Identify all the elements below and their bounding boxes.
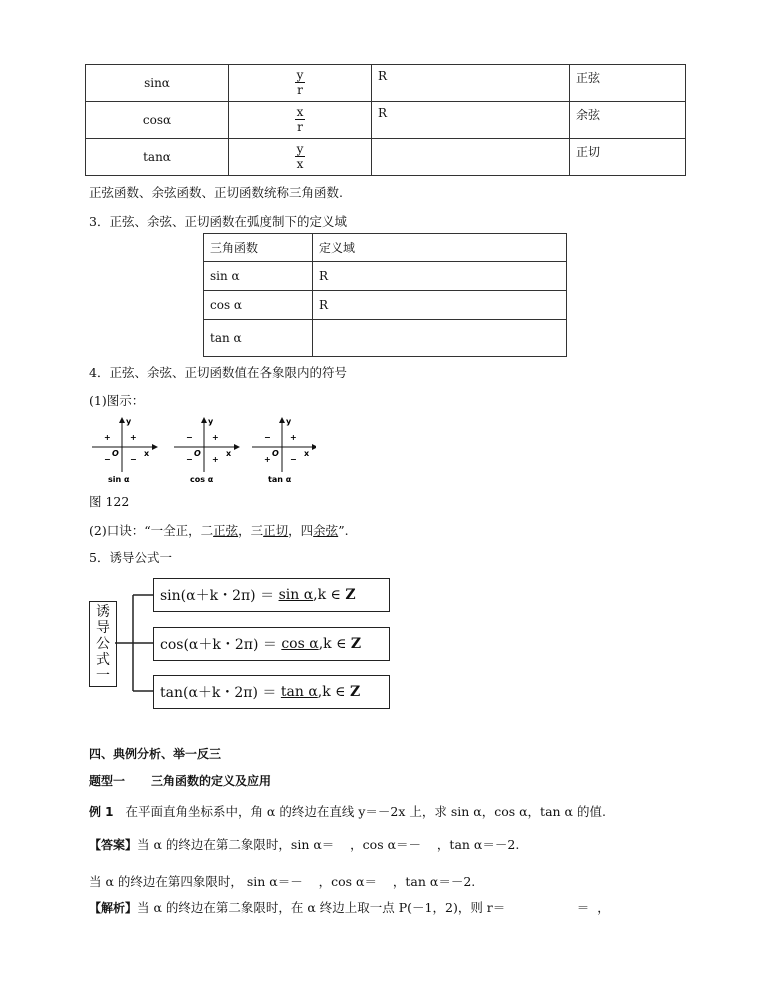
heading-3: 3．正弦、余弦、正切函数在弧度制下的定义域	[89, 214, 347, 229]
function-cell: sin α	[204, 262, 313, 291]
ratio-cell	[229, 102, 372, 139]
axis-x-label: x	[144, 449, 150, 458]
tan-sign-diagram	[252, 417, 316, 484]
sub-heading-diagram: (1)图示：	[89, 393, 145, 408]
numerator: x	[296, 105, 304, 119]
answer-continued: 当 α 的终边在第四象限时， sin α＝－ ，cos α＝ ，tan α＝－2.	[89, 874, 476, 889]
numerator: y	[296, 68, 304, 82]
mnemonic-tangent: 正切	[263, 523, 289, 538]
formula-set: Z	[345, 587, 356, 603]
formula-lhs: cos(α＋k・2π) ＝	[160, 637, 277, 653]
denominator: r	[297, 83, 303, 97]
domain-cell: R	[313, 262, 567, 291]
section-heading: 四、典例分析、举一反三	[89, 747, 222, 761]
mnemonic-prefix: (2)口诀：“一全正，二	[89, 523, 214, 538]
name-cell: 正切	[570, 139, 686, 176]
type-title: 三角函数的定义及应用	[151, 774, 272, 788]
problem-type	[89, 772, 271, 789]
table-row	[204, 291, 567, 320]
q2-sign: −	[186, 433, 193, 442]
function-cell: tanα	[86, 139, 229, 176]
formula-sin	[153, 578, 390, 612]
header-function: 三角函数	[204, 234, 313, 262]
formula-lhs: sin(α＋k・2π) ＝	[160, 588, 275, 604]
analysis-text: 当 α 的终边在第二象限时，在 α 终边上取一点 P(－1，2)，则 r＝ ＝ ，	[137, 900, 610, 915]
heading-4: 4．正弦、余弦、正切函数值在各象限内的符号	[89, 365, 347, 380]
table-row	[86, 102, 686, 139]
example-label: 例 1	[89, 805, 114, 819]
formula-cos	[153, 627, 390, 661]
mnemonic-cosine: 余弦	[313, 523, 339, 538]
ratio-cell	[229, 139, 372, 176]
function-cell: tan α	[204, 320, 313, 357]
mnemonic-mid: ，四	[288, 523, 314, 538]
answer-label: 【答案】	[89, 838, 138, 852]
domain-cell: R	[372, 102, 570, 139]
formula-label-box	[89, 601, 117, 687]
q2-sign: −	[264, 433, 271, 442]
diagram-label: sin α	[108, 475, 130, 484]
domain-cell: R	[313, 291, 567, 320]
formula-lhs: tan(α＋k・2π) ＝	[160, 685, 277, 701]
label-char: 一	[96, 668, 110, 684]
domain-cell: R	[372, 65, 570, 102]
origin-label: O	[112, 449, 119, 458]
diagram-label: tan α	[268, 475, 292, 484]
q4-sign: −	[290, 455, 297, 464]
q1-sign: +	[212, 433, 219, 442]
domain-cell	[372, 139, 570, 176]
answer	[89, 835, 519, 853]
formula-tan	[153, 675, 390, 709]
heading-5: 5．诱导公式一	[89, 550, 172, 565]
axis-x-label: x	[226, 449, 232, 458]
q3-sign: −	[186, 455, 193, 464]
trig-definition-table	[85, 64, 686, 176]
table-row	[86, 139, 686, 176]
formula-tail: ,k ∈	[317, 684, 346, 700]
function-cell: cos α	[204, 291, 313, 320]
domain-table	[203, 233, 567, 357]
formula-bracket	[115, 590, 155, 700]
formula-rhs: cos α	[281, 636, 319, 652]
denominator: r	[297, 120, 303, 134]
label-char: 诱	[96, 604, 110, 620]
example-text: 在平面直角坐标系中，角 α 的终边在直线 y＝－2x 上，求 sin α，cos α，tan α 的值.	[125, 804, 606, 819]
type-label: 题型一	[89, 774, 126, 788]
axis-x-label: x	[304, 449, 310, 458]
mnemonic-suffix: ”.	[338, 523, 349, 538]
formula-rhs: tan α	[280, 684, 318, 700]
q2-sign: +	[104, 433, 111, 442]
formula-tail: ,k ∈	[318, 636, 347, 652]
label-char: 导	[96, 620, 110, 636]
table-row	[204, 320, 567, 357]
header-domain: 定义域	[313, 234, 567, 262]
q1-sign: +	[130, 433, 137, 442]
q3-sign: −	[104, 455, 111, 464]
denominator: x	[296, 157, 304, 171]
formula-set: Z	[350, 636, 362, 652]
table-row	[204, 262, 567, 291]
function-cell: sinα	[86, 65, 229, 102]
general-statement: 正弦函数、余弦函数、正切函数统称三角函数.	[89, 185, 343, 200]
figure-caption: 图 122	[89, 494, 130, 509]
label-char: 式	[96, 652, 110, 668]
formula-tail: ,k ∈	[313, 587, 341, 603]
table-row	[86, 65, 686, 102]
table-header-row	[204, 234, 567, 262]
q1-sign: +	[290, 433, 297, 442]
q4-sign: +	[212, 455, 219, 464]
diagram-label: cos α	[190, 475, 214, 484]
answer-text: 当 α 的终边在第二象限时，sin α＝ ，cos α＝－ ，tan α＝－2.	[137, 837, 520, 852]
mnemonic	[89, 521, 349, 539]
formula-set: Z	[349, 684, 361, 700]
ratio-cell	[229, 65, 372, 102]
numerator: y	[296, 142, 304, 156]
function-cell: cosα	[86, 102, 229, 139]
axis-y-label: y	[208, 417, 214, 426]
formula-rhs: sin α	[278, 587, 314, 603]
q4-sign: −	[130, 455, 137, 464]
axis-y-label: y	[286, 417, 292, 426]
axis-y-label: y	[126, 417, 132, 426]
mnemonic-sine: 正弦	[213, 523, 239, 538]
origin-label: O	[272, 449, 279, 458]
sin-sign-diagram	[92, 417, 158, 484]
origin-label: O	[194, 449, 201, 458]
analysis	[89, 898, 610, 916]
name-cell: 正弦	[570, 65, 686, 102]
label-char: 公	[96, 636, 110, 652]
example-1	[89, 802, 606, 820]
domain-cell	[313, 320, 567, 357]
q3-sign: +	[264, 455, 271, 464]
cos-sign-diagram	[174, 417, 240, 484]
name-cell: 余弦	[570, 102, 686, 139]
quadrant-sign-diagrams	[86, 414, 316, 486]
analysis-label: 【解析】	[89, 901, 138, 915]
mnemonic-mid: ，三	[238, 523, 264, 538]
